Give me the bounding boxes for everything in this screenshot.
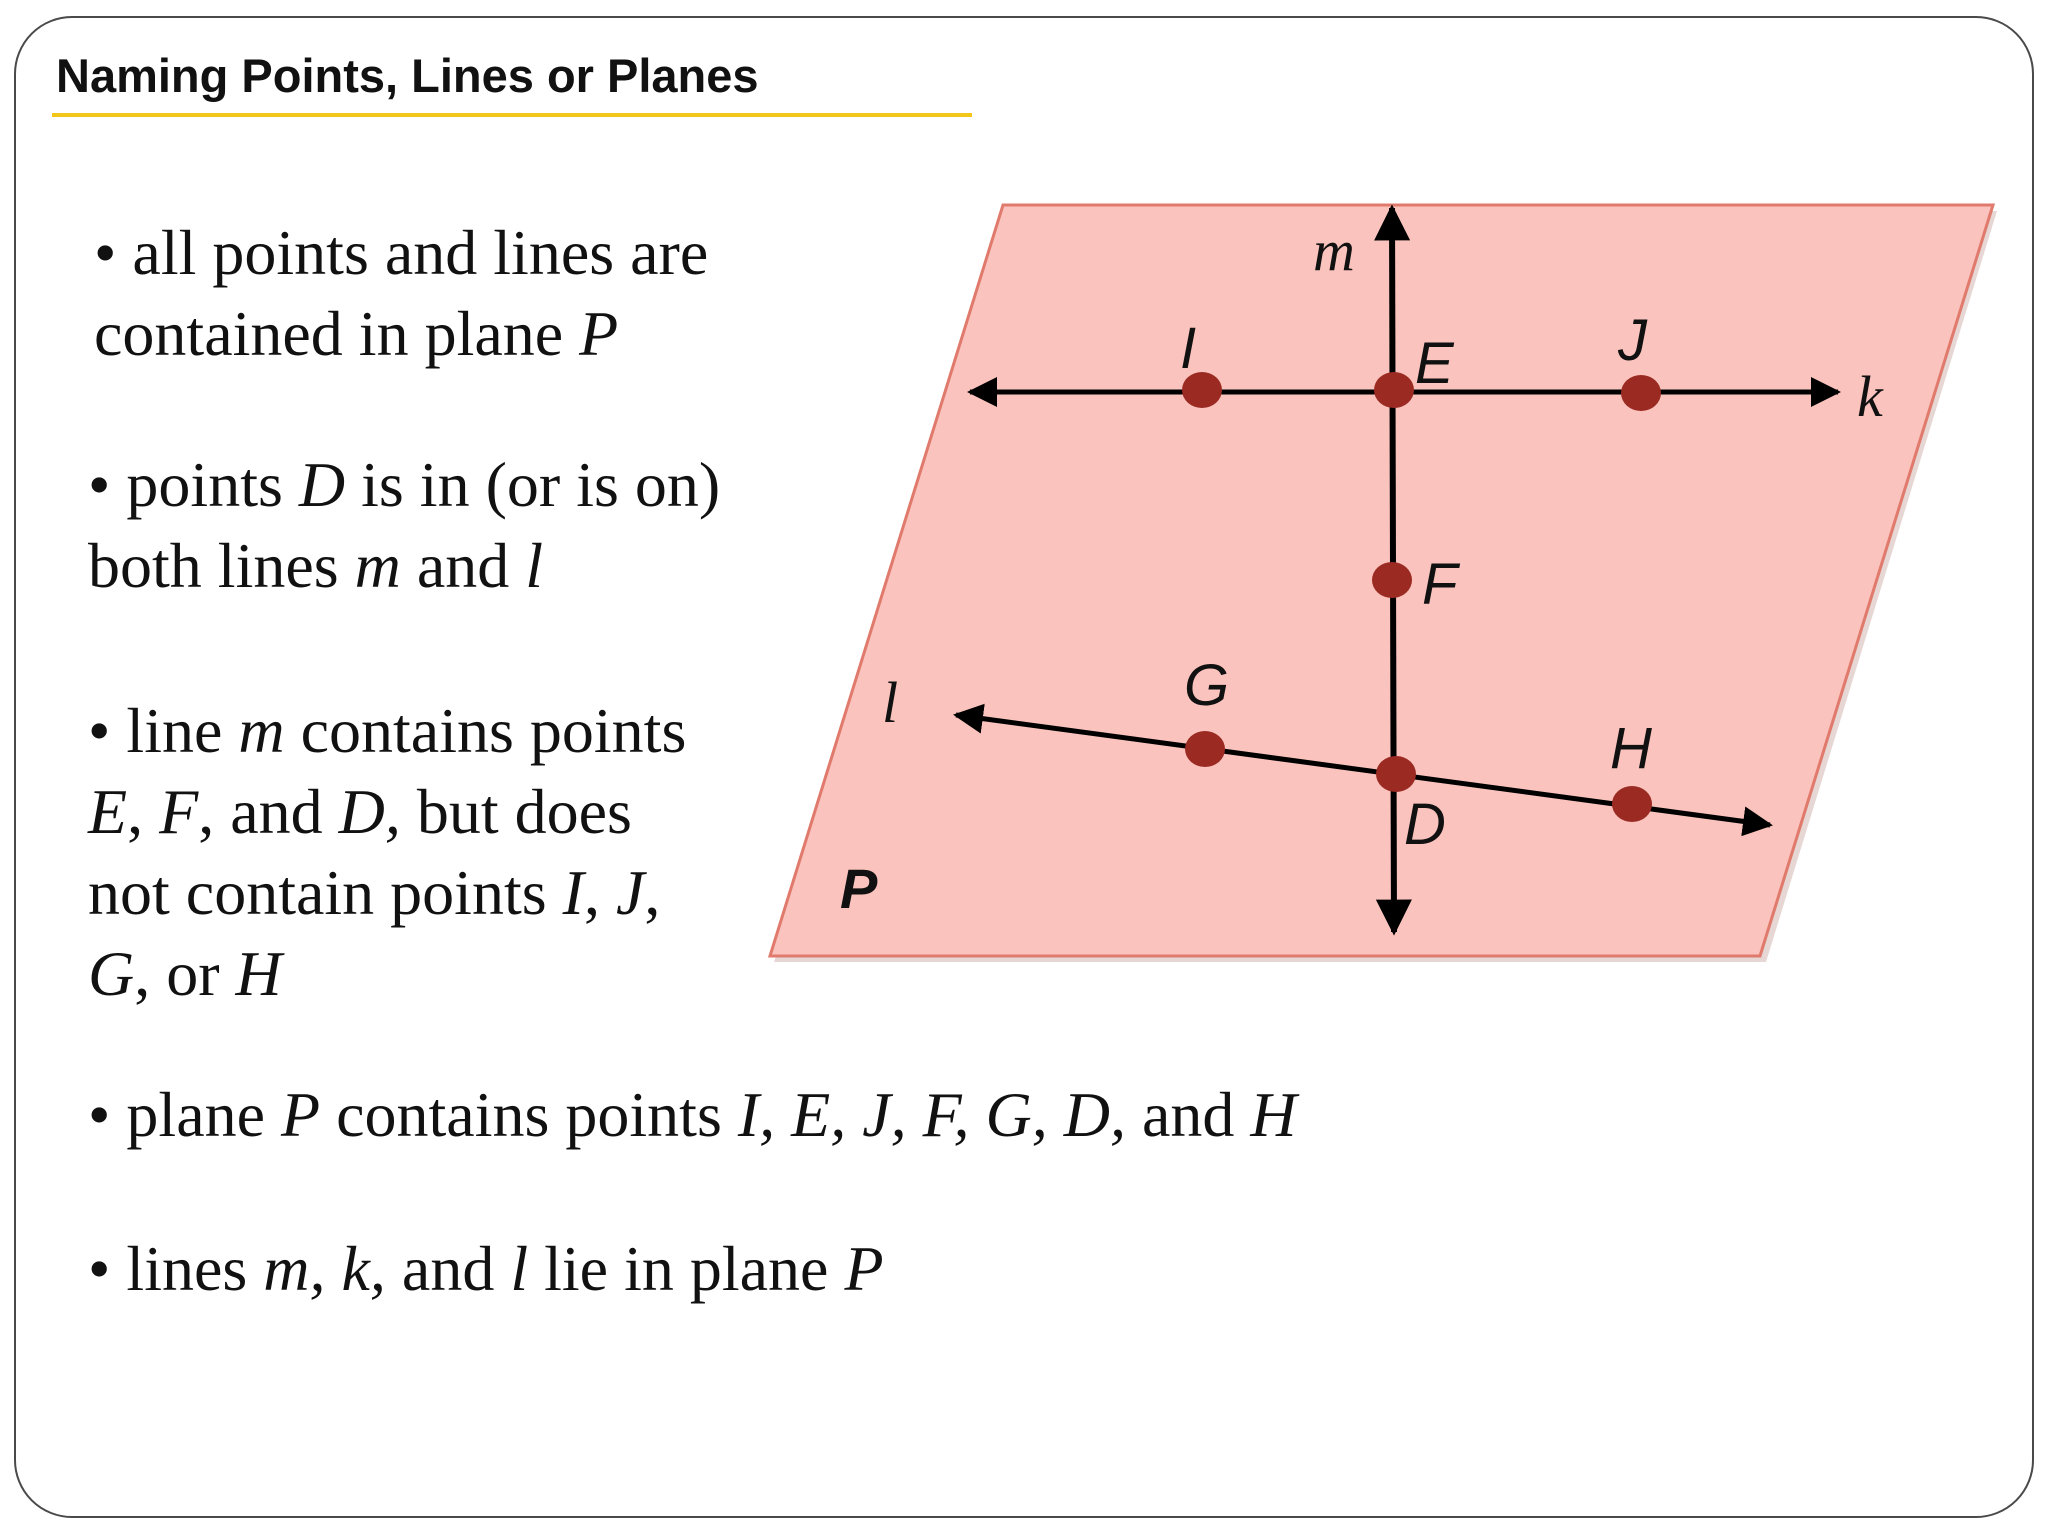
bullet-text: contains points [320, 1079, 738, 1150]
label-line-l: l [882, 670, 899, 735]
bullet-text: , or [134, 938, 236, 1009]
bullet-text: , and [198, 776, 339, 847]
math-var: F [159, 776, 199, 847]
bullet-text: and [385, 1233, 511, 1304]
bullet-text: and [400, 530, 526, 601]
label-point-e: E [1415, 331, 1454, 396]
label-point-d: D [1404, 792, 1446, 857]
point-h [1612, 786, 1652, 822]
bullet-text: but does [400, 776, 632, 847]
label-line-m: m [1313, 218, 1355, 283]
bullet-text: both lines [88, 530, 355, 601]
math-var: J [615, 857, 645, 928]
bullet-text: , [127, 776, 160, 847]
label-point-f: F [1422, 552, 1458, 617]
bullet-text: contained in plane [94, 298, 580, 369]
bullet-text: is in (or is on) [345, 449, 721, 520]
math-var: I [562, 857, 584, 928]
label-point-j: J [1618, 308, 1647, 373]
point-g [1185, 731, 1225, 767]
bullet-text: contains points [284, 695, 687, 766]
math-var: l [510, 1233, 529, 1304]
math-var: P [281, 1079, 321, 1150]
math-var: D, [338, 776, 401, 847]
slide-title: Naming Points, Lines or Planes [56, 49, 759, 102]
point-j [1621, 375, 1661, 411]
label-point-i: I [1180, 316, 1197, 381]
math-var: P [844, 1233, 884, 1304]
bullet-text: lie in plane [528, 1233, 845, 1304]
bullet-text: and [1125, 1079, 1251, 1150]
bullet-text: • plane [88, 1079, 281, 1150]
label-line-k: k [1857, 364, 1883, 429]
bullet-text: , [644, 857, 661, 928]
point-f [1372, 562, 1412, 598]
bullet-text: • lines [88, 1233, 264, 1304]
bullet-text: , [583, 857, 616, 928]
label-plane-p: P [840, 857, 878, 920]
bullet-text: • line [88, 695, 239, 766]
math-var: G [88, 938, 135, 1009]
math-var: l [525, 530, 544, 601]
label-point-g: G [1184, 653, 1230, 718]
math-var: E [88, 776, 128, 847]
math-var: m [354, 530, 401, 601]
point-d [1376, 756, 1416, 792]
bullet-text: • points [88, 449, 299, 520]
bullet-text: not contain points [88, 857, 563, 928]
math-var: I, E, J, F, G, D, [737, 1079, 1126, 1150]
label-point-h: H [1610, 716, 1652, 781]
math-var: m, k, [263, 1233, 386, 1304]
math-var: P [579, 298, 619, 369]
math-var: D [298, 449, 346, 520]
math-var: H [235, 938, 282, 1009]
math-var: m [238, 695, 285, 766]
math-var: H [1250, 1079, 1297, 1150]
point-e [1374, 372, 1414, 408]
bullet-text: • all points and lines are [94, 217, 709, 288]
